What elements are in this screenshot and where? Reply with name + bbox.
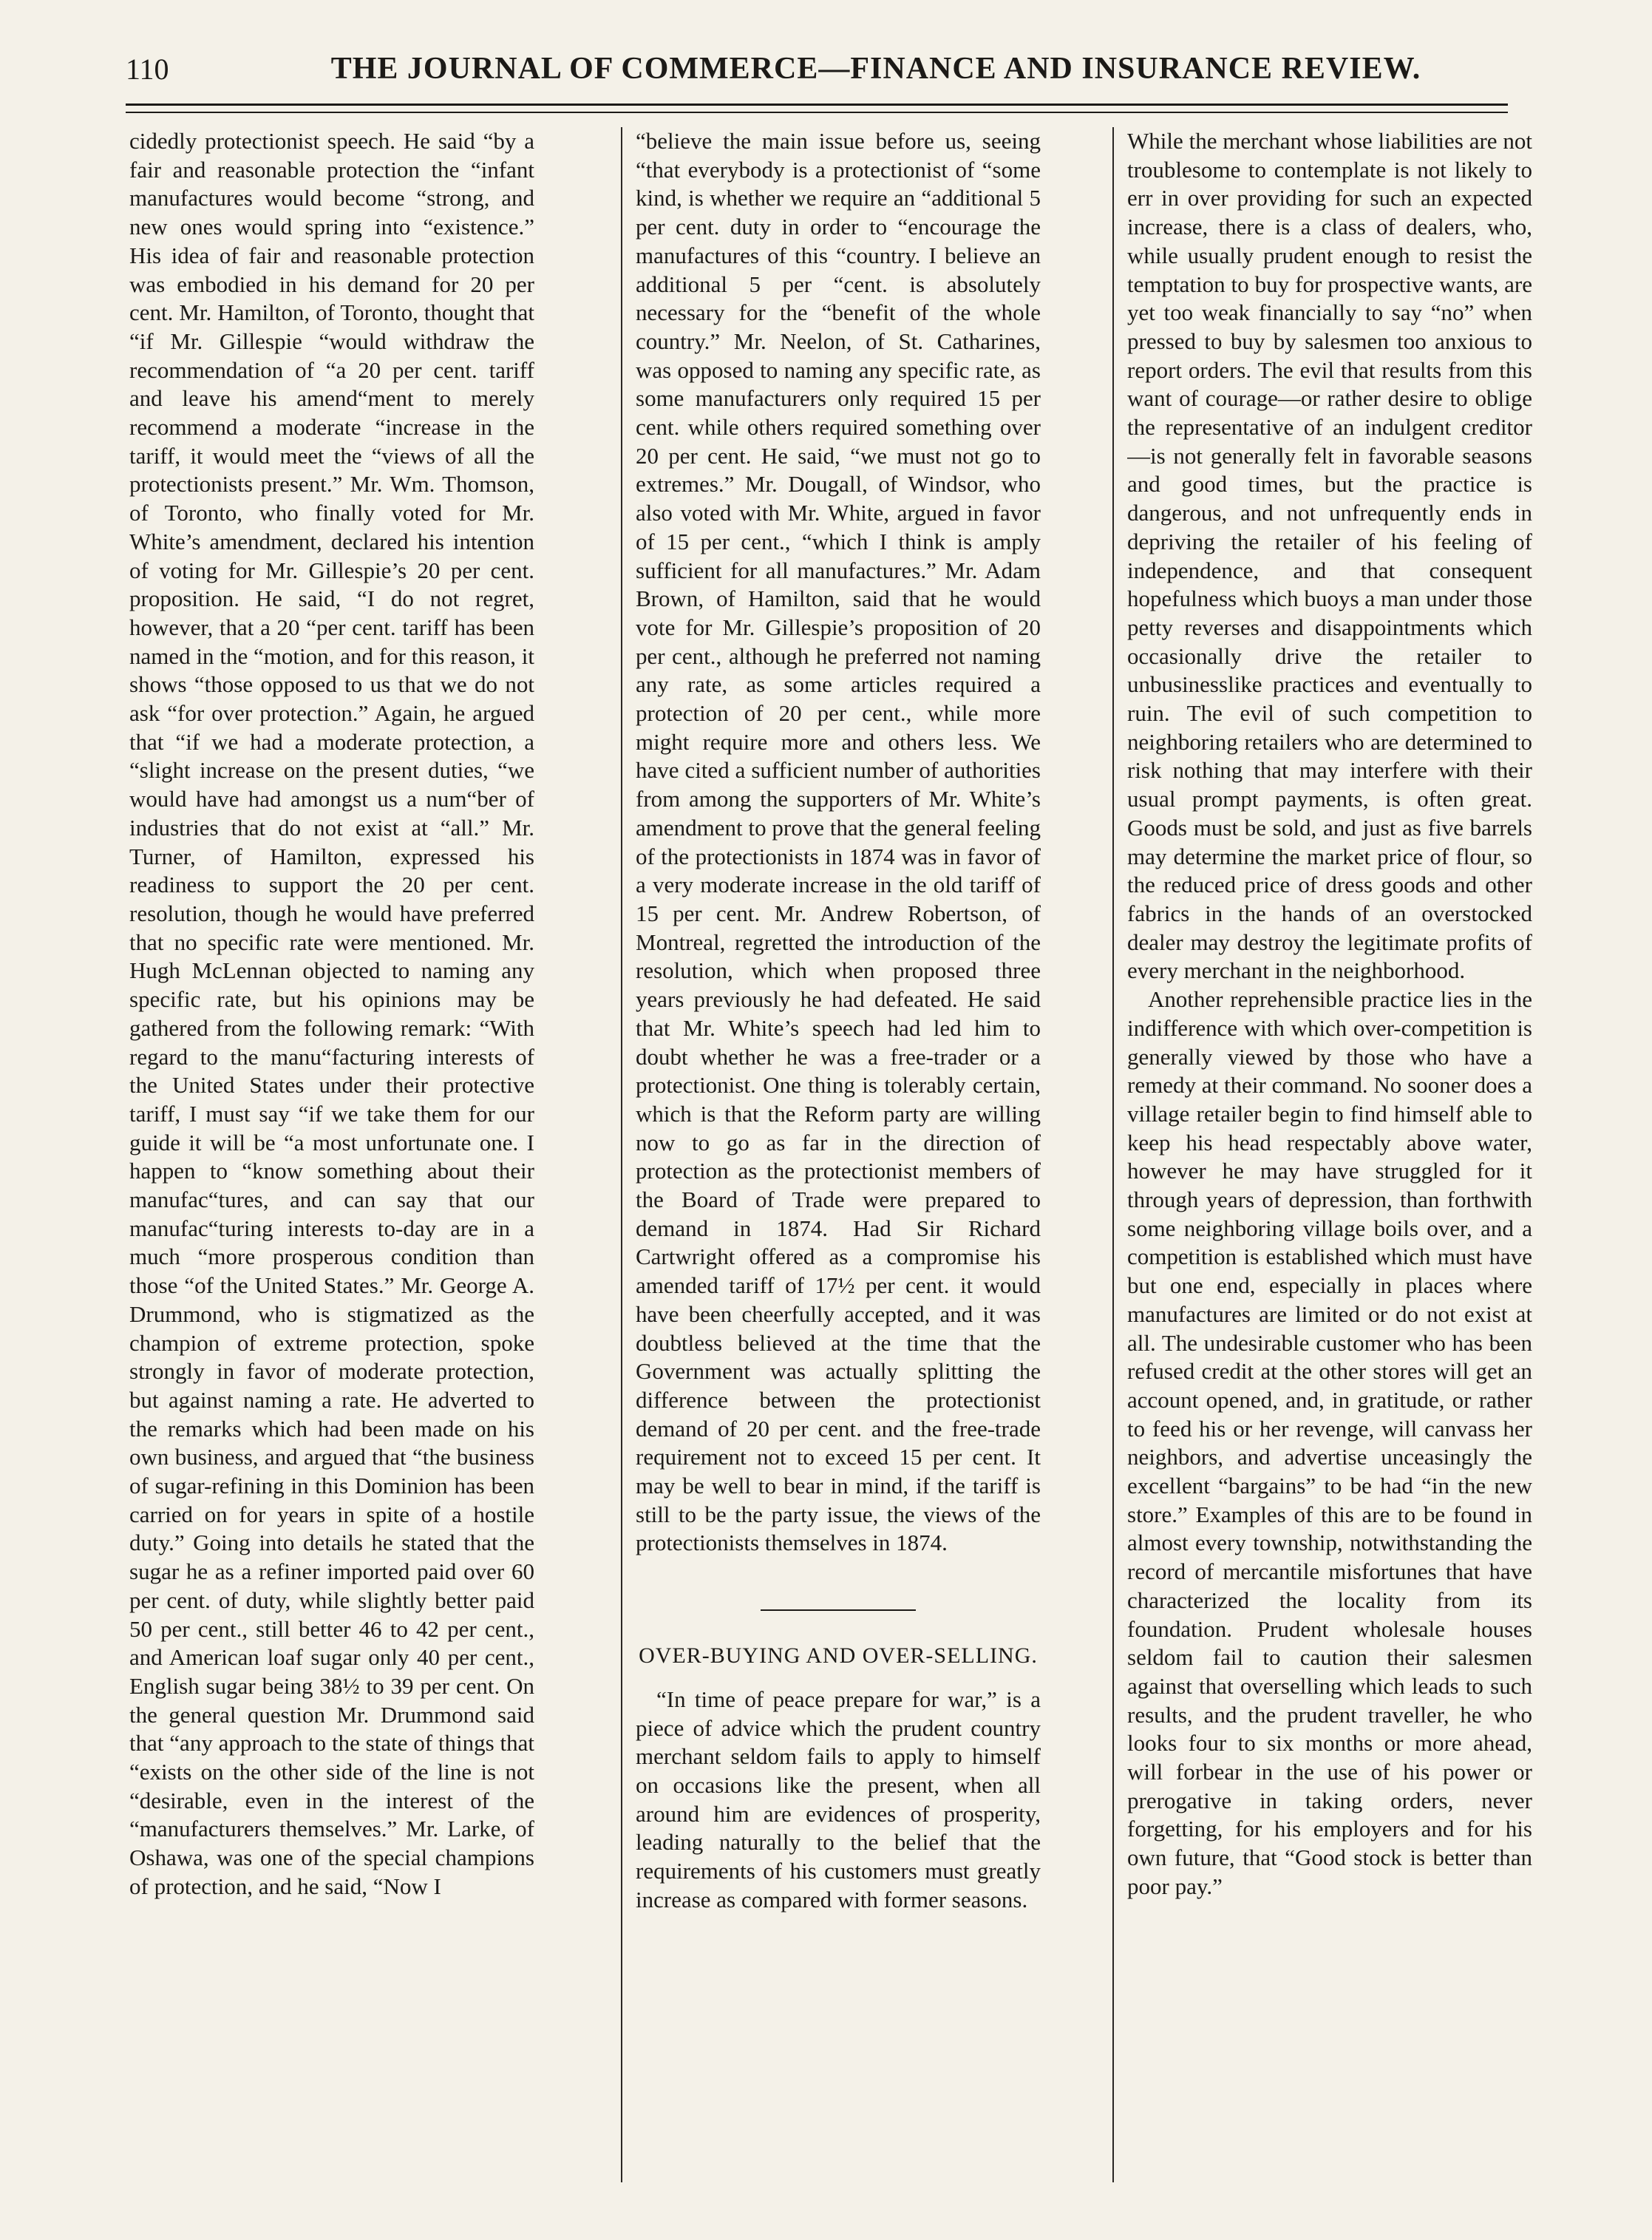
header-rule-top: [126, 103, 1508, 106]
article-column-3: [1127, 127, 1532, 2190]
article-paragraph: “believe the main issue before us, seeing “that everybody is a protectionist of “some kind, is whether we require an “additional 5 per cent. duty in order to “encourage the manufactures of this “country. I believe an additional 5 per “cent. is absolutely necessary for the “benefit of the whole country.” Mr. Neelon, of St. Catharines, was opposed to naming any specific rate, as some manufacturers only required 15 per cent. while others required something over 20 per cent. He said, “we must not go to extremes.” Mr. Dougall, of Windsor, who also voted with Mr. White, argued in favor of 15 per cent., “which I think is amply sufficient for all manufactures.” Mr. Adam Brown, of Hamilton, said that he would vote for Mr. Gillespie’s proposition of 20 per cent., although he preferred not naming any rate, as some articles required a protection of 20 per cent., while more might require more and others less. We have cited a sufficient number of authorities from among the supporters of Mr. White’s amendment to prove that the general feeling of the protectionists in 1874 was in favor of a very moderate increase in the old tariff of 15 per cent. Mr. Andrew Robertson, of Montreal, regretted the introduction of the resolution, which when proposed three years previously he had defeated. He said that Mr. White’s speech had led him to doubt whether he was a free-trader or a protectionist. One thing is tolerably certain, which is that the Reform party are willing now to go as far in the direction of protection as the protectionist members of the Board of Trade were prepared to demand in 1874. Had Sir Richard Cartwright offered as a compromise his amended tariff of 17½ per cent. it would have been cheerfully accepted, and it was doubtless believed at the time that the Government was actually splitting the difference between the protectionist demand of 20 per cent. and the free-trade requirement not to exceed 15 per cent. It may be well to bear in mind, if the tariff is still to be the party issue, the views of the protectionists themselves in 1874.: [636, 128, 1041, 1556]
article-paragraph: While the merchant whose liabilities are not troublesome to contemplate is not likely to err in over providing for such an expected increase, there is a class of dealers, who, while usually prudent enough to resist the temptation to buy for prospective wants, are yet too weak financially to say “no” when pressed to buy by salesmen too anxious to report orders. The evil that results from this want of courage—or rather desire to oblige the representative of an indulgent creditor—is not generally felt in favorable seasons and good times, but the practice is dangerous, and not unfrequently ends in depriving the retailer of his feeling of independence, and that consequent hopefulness which buoys a man under those petty reverses and disappointments which occasionally drive the retailer to unbusinesslike practices and eventually to ruin. The evil of such competition to neighboring retailers who are determined to risk nothing that may interfere with their usual prompt payments, is often great. Goods must be sold, and just as five barrels may determine the market price of flour, so the reduced price of dress goods and other fabrics in the hands of an overstocked dealer may destroy the legitimate profits of every merchant in the neighborhood.: [1127, 128, 1532, 984]
section-heading: OVER-BUYING AND OVER-SELLING.: [639, 1643, 1038, 1669]
journal-title: THE JOURNAL OF COMMERCE—FINANCE AND INSURANCE REVIEW.: [330, 52, 1421, 86]
column-divider: [1112, 127, 1114, 2182]
article-paragraph: “In time of peace prepare for war,” is a piece of advice which the prudent country merchant seldom fails to apply to himself on occasions like the present, when all around him are evidences of prosperity, leading naturally to the belief that the requirements of his customers must greatly increase as compared with former seasons.: [636, 1686, 1041, 1913]
page-number: 110: [126, 52, 169, 86]
section-separator-rule: [761, 1609, 916, 1611]
column-divider: [621, 127, 622, 2182]
article-column-2: [636, 127, 1041, 2190]
article-paragraph: Another reprehensible practice lies in the indifference with which over-competition is generally viewed by those who have a remedy at their command. No sooner does a village retailer begin to find himself able to keep his head respectably above water, however he may have struggled for it through years of depression, than forthwith some neighboring village boils over, and a competition is established which must have but one end, especially in places where manufactures are limited or do not exist at all. The undesirable customer who has been refused credit at the other stores will get an account opened, and, in gratitude, or rather to feed his or her revenge, will canvass her neighbors, and advertise unceasingly the excellent “bargains” to be had “in the new store.” Examples of this are to be found in almost every township, notwithstanding the record of mercantile misfortunes that have characterized the locality from its foundation. Prudent wholesale houses seldom fail to caution their salesmen against that overselling which leads to such results, and the prudent traveller, he who looks four to six months or more ahead, will forbear in the use of his power or prerogative in taking orders, never forgetting, for his employers and for his own future, that “Good stock is better than poor pay.”: [1127, 986, 1532, 1899]
page-header: [126, 43, 1508, 95]
header-rule-bottom: [126, 112, 1508, 113]
article-paragraph: cidedly protectionist speech. He said “by a fair and reasonable protection the “infant manufactures would become “strong, and new ones would spring into “existence.” His idea of fair and reasonable protection was embodied in his demand for 20 per cent. Mr. Hamilton, of Toronto, thought that “if Mr. Gillespie “would withdraw the recommendation of “a 20 per cent. tariff and leave his amend“ment to merely recommend a moderate “increase in the tariff, it would meet the “views of all the protectionists present.” Mr. Wm. Thomson, of Toronto, who finally voted for Mr. White’s amendment, declared his intention of voting for Mr. Gillespie’s 20 per cent. proposition. He said, “I do not regret, however, that a 20 “per cent. tariff has been named in the “motion, and for this reason, it shows “those opposed to us that we do not ask “for over protection.” Again, he argued that “if we had a moderate protection, a “slight increase on the present duties, “we would have had amongst us a num“ber of industries that do not exist at “all.” Mr. Turner, of Hamilton, expressed his readiness to support the 20 per cent. resolution, though he would have preferred that no specific rate were mentioned. Mr. Hugh McLennan objected to naming any specific rate, but his opinions may be gathered from the following remark: “With regard to the manu“facturing interests of the United States under their protective tariff, I must say “if we take them for our guide it will be “a most unfortunate one. I happen to “know something about their manufac“tures, and can say that our manufac“turing interests to-day are in a much “more prosperous condition than those “of the United States.” Mr. George A. Drummond, who is stigmatized as the champion of extreme protection, spoke strongly in favor of moderate protection, but against naming a rate. He adverted to the remarks which had been made on his own business, and argued that “the business of sugar-refining in this Dominion has been carried on for years in spite of a hostile duty.” Going into details he stated that the sugar he as a refiner imported paid over 60 per cent. of duty, while slightly better paid 50 per cent., still better 46 to 42 per cent., and American loaf sugar only 40 per cent., English sugar being 38½ to 39 per cent. On the general question Mr. Drummond said that “any approach to the state of things that “exists on the other side of the line is not “desirable, even in the interest of the “manufacturers themselves.” Mr. Larke, of Oshawa, was one of the special champions of protection, and he said, “Now I: [129, 128, 534, 1899]
article-column-1: [129, 127, 534, 2190]
